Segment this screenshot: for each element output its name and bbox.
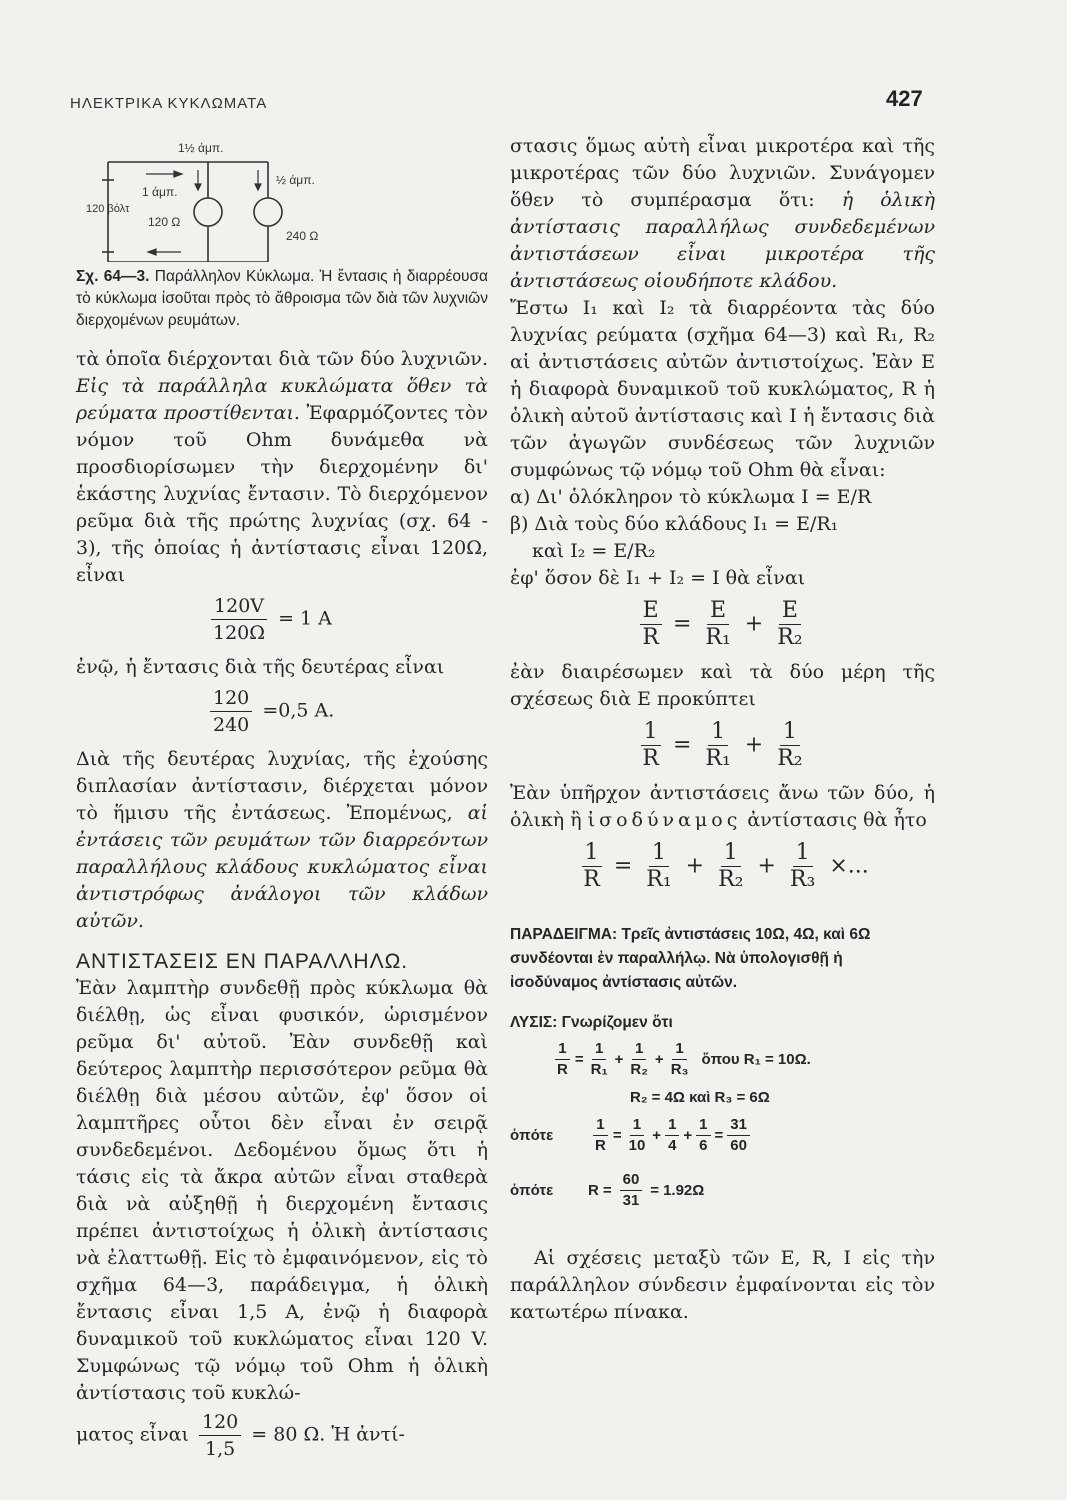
fraction-denominator: 31 (622, 1192, 640, 1209)
text-span: Ἐφαρμόζοντες τὸν νόμον τοῦ Ohm δυνάμεθα νὰ προσδιορίσωμεν τὴν διερχομένην δι' ἑκάστης λυχνίας ἔντασιν. Τὸ διερχόμενον ρεῦμα διὰ τῆς πρώτης λυχνίας (σχ. 64 - 3), τῆς ὁποίας ἡ ἀντίστασις εἶναι 120Ω, εἶναι (76, 402, 488, 586)
fraction-numerator: 60 (620, 1170, 643, 1191)
equals-sign: = (650, 1182, 660, 1199)
fraction-denominator: R₂ (630, 1061, 648, 1078)
fraction-numerator: 1 (641, 719, 661, 746)
fraction-numerator: 1 (592, 1039, 606, 1060)
equation-result: =0,5 A. (262, 699, 335, 722)
right-column (510, 133, 935, 1326)
fraction-numerator: 1 (780, 719, 800, 746)
equals-sign: = (612, 1127, 622, 1144)
solution-intro (510, 1011, 935, 1035)
caption-number: Σχ. 64—3. (76, 268, 150, 285)
equation-result: = 1 A (278, 607, 332, 630)
left-column (76, 140, 488, 1462)
running-title: ΗΛΕΚΤΡΙΚΑ ΚΥΚΛΩΜΑΤΑ (70, 95, 268, 112)
branch1-current-label: 1 άμπ. (142, 185, 178, 199)
equation-result: = 80 Ω. (251, 1423, 326, 1446)
fraction-denominator: R₂ (777, 625, 803, 650)
left-paragraph-3 (76, 746, 488, 935)
ohm-line-b2: καὶ I₂ = E/R₂ (532, 540, 656, 562)
solution-text: Γνωρίζομεν ὅτι (561, 1014, 673, 1031)
equation-e-over-r (510, 598, 935, 651)
plus-sign: + (757, 853, 776, 879)
fraction-numerator: 1 (672, 1039, 686, 1060)
fraction-denominator: 4 (668, 1137, 677, 1154)
text-span: Ἐὰν ὑπῆρχον ἀντιστάσεις ἄνω τῶν δύο, ἡ ὁλικὴ ἢ (510, 782, 935, 831)
fraction-denominator: 60 (730, 1137, 747, 1154)
fraction-numerator: 120 (199, 1409, 241, 1436)
fraction-denominator: R₁ (590, 1061, 608, 1078)
branch2-current-label: ½ άμπ. (276, 173, 315, 187)
example-text: Τρεῖς ἀντιστάσεις 10Ω, 4Ω, καὶ 6Ω συνδέονται ἐν παραλλήλῳ. Νὰ ὑπολογισθῇ ἡ ἰσοδύναμος ἀντίστασις αὐτῶν. (510, 926, 871, 991)
fraction-numerator: 1 (593, 1115, 607, 1136)
section-heading: ΑΝΤΙΣΤΑΣΕΙΣ ΕΝ ΠΑΡΑΛΛΗΛΩ. (76, 950, 409, 973)
fraction-denominator: R (557, 1061, 568, 1078)
solution-given: R₂ = 4Ω καὶ R₃ = 6Ω (630, 1089, 770, 1106)
fraction-denominator: 6 (699, 1137, 708, 1154)
page-number: 427 (886, 86, 923, 111)
solution-where: ὅπου R₁ = 10Ω. (701, 1051, 811, 1068)
ohm-line-c: ἐφ' ὅσον δὲ I₁ + I₂ = I θὰ εἶναι (510, 567, 806, 589)
fraction-numerator: 1 (649, 840, 669, 867)
solution-label: ΛΥΣΙΣ: (510, 1014, 558, 1031)
fraction-numerator: 1 (582, 840, 602, 867)
right-final-paragraph: Αἱ σχέσεις μεταξὺ τῶν E, R, I εἰς τὴν παράλληλον σύνδεσιν ἐμφαίνονται εἰς τὸν κατωτέρω πίνακα. (510, 1247, 935, 1323)
solution-step-1 (510, 1115, 935, 1156)
equation-reciprocal-many (510, 840, 935, 893)
text-span: Ἡ ἀντί- (331, 1423, 405, 1446)
example-label: ΠΑΡΑΔΕΙΓΜΑ: (510, 926, 618, 943)
fraction-denominator: R₃ (789, 867, 816, 892)
equals-sign: = (613, 853, 633, 879)
fraction-denominator: R (595, 1137, 606, 1154)
left-paragraph-1 (76, 346, 488, 589)
plus-sign: + (744, 611, 764, 637)
text-span: Διὰ τῆς δευτέρας λυχνίας, τῆς ἐχούσης διπλασίαν ἀντίστασιν, διέρχεται μόνον τὸ ἥμισυ τῆς ἐντάσεως. Ἐπομένως, (76, 748, 488, 824)
fraction-denominator: R₃ (670, 1061, 689, 1078)
fraction-numerator: 1 (793, 840, 813, 867)
text-span: στασις ὅμως αὐτὴ εἶναι μικροτέρα καὶ τῆς μικροτέρας τῶν δύο λυχνιῶν. Συνάγομεν ὅθεν τὸ συμπέρασμα ὅτι: (510, 135, 935, 211)
step-label: ὁπότε (510, 1127, 554, 1144)
plus-sign: + (654, 1051, 664, 1068)
equals-sign: = (672, 732, 692, 758)
fraction-numerator: 31 (727, 1115, 750, 1136)
r1-label: 120 Ω (148, 215, 181, 229)
result-symbol: R (588, 1182, 599, 1199)
fraction-denominator: R (642, 746, 659, 771)
fraction-denominator: R₁ (646, 867, 672, 892)
fraction-numerator: E (640, 598, 662, 625)
italic-rule: ἡ ὁλικὴ ἀντίστασις παραλλήλως συνδεδεμένων ἀντιστάσεων εἶναι μικροτέρα τῆς ἀντιστάσεως οἱουδήποτε κλάδου. (510, 189, 935, 292)
result-value: 1.92Ω (663, 1182, 705, 1199)
right-paragraph-4 (510, 780, 935, 834)
left-paragraph-5 (76, 1409, 488, 1462)
fraction-denominator: 10 (628, 1137, 646, 1154)
fraction-numerator: 1 (555, 1039, 569, 1060)
plus-sign: + (683, 1127, 693, 1144)
step-label: ὁπότε (510, 1182, 554, 1199)
equals-sign: = (672, 611, 692, 637)
italic-rule: αἱ ἐντάσεις τῶν ρευμάτων τῶν διαρρεόντων παραλλήλους κλάδους κυκλώματος εἶναι ἀντιστρόφως ἀνάλογοι τῶν κλάδων αὐτῶν. (76, 802, 488, 932)
right-paragraph-2: Ἔστω I₁ καὶ I₂ τὰ διαρρέοντα τὰς δύο λυχνίας ρεύματα (σχῆμα 64—3) καὶ R₁, R₂ αἱ ἀντιστάσεις αὐτῶν ἀντιστοίχως. Ἐὰν E ἡ διαφορὰ δυναμικοῦ τοῦ κυκλώματος, R ἡ ὁλικὴ αὐτοῦ ἀντίστασις καὶ I ἡ ἔντασις διὰ τῶν ἀγωγῶν συνδέσεως τῶν λυχνιῶν συμφώνως τῷ νόμῳ τοῦ Ohm θὰ εἶναι: (510, 297, 935, 481)
total-current-label: 1½ άμπ. (178, 141, 224, 155)
fraction-numerator: 120 (210, 685, 252, 712)
fraction-numerator: 1 (708, 719, 728, 746)
text-span: ματος εἶναι (76, 1423, 189, 1446)
ohm-line-a: α) Δι' ὁλόκληρον τὸ κύκλωμα I = E/R (510, 486, 872, 508)
left-paragraph-4: Ἐὰν λαμπτὴρ συνδεθῇ πρὸς κύκλωμα θὰ διέλθῃ, ὡς εἶναι φυσικόν, ὡρισμένον ρεῦμα δι' αὐτοῦ. Ἐὰν συνδεθῇ καὶ δεύτερος λαμπτὴρ περισσότερον ρεῦμα θὰ διέλθῃ διὰ μέσου αὐτῶν, ἐφ' ὅσον οἱ λαμπτῆρες οὗτοι δὲν εἶναι ἐν σειρᾷ συνδεδεμένοι. Δεδομένου ὅμως ὅτι ἡ τάσις εἰς τὰ ἄκρα αὐτῶν εἶναι σταθερὰ διὰ νὰ αὐξηθῇ ἡ διερχομένη ἔντασις πρέπει ἀντιστοίχως ἡ ὁλικὴ ἀντίστασις νὰ ἐλαττωθῇ. Εἰς τὸ ἐμφαινόμενον, εἰς τὸ σχῆμα 64—3, παράδειγμα, ἡ ὁλικὴ ἔντασις εἶναι 1,5 A, ἐνῷ ἡ διαφορὰ δυναμικοῦ τοῦ κυκλώματος εἶναι 120 V. Συμφώνως τῷ νόμῳ τοῦ Ohm ἡ ὁλικὴ ἀντίστασις τοῦ κυκλώ- (76, 977, 488, 1404)
right-paragraph-3: ἐὰν διαιρέσωμεν καὶ τὰ δύο μέρη τῆς σχέσεως διὰ E προκύπτει (510, 661, 935, 710)
equals-sign: = (714, 1127, 724, 1144)
fraction-numerator: 1 (632, 1039, 646, 1060)
fraction-denominator: R₂ (718, 867, 744, 892)
parallel-circuit-diagram (86, 140, 346, 262)
voltage-label: 120 βόλτ (86, 203, 130, 215)
ohm-line-b: β) Διὰ τοὺς δύο κλάδους I₁ = E/R₁ (510, 513, 839, 535)
equals-sign: = (602, 1182, 612, 1199)
fraction-numerator: 1 (696, 1115, 710, 1136)
ellipsis: ×... (829, 853, 869, 879)
fraction-denominator: R₂ (777, 746, 803, 771)
figure-caption (76, 266, 488, 332)
solution-formula (510, 1039, 935, 1080)
fraction-denominator: 1,5 (205, 1438, 236, 1460)
fraction-denominator: R (642, 625, 659, 650)
fraction-denominator: R₁ (705, 625, 731, 650)
plus-sign: + (685, 853, 705, 879)
right-paragraph-1 (510, 133, 935, 295)
fraction-numerator: E (779, 598, 801, 625)
solution-step-2 (510, 1170, 935, 1211)
fraction-numerator: E (707, 598, 729, 625)
fraction-numerator: 1 (630, 1115, 644, 1136)
fraction-numerator: 120V (211, 593, 267, 620)
text-span: τὰ ὁποῖα διέρχονται διὰ τῶν δύο λυχνιῶν. (76, 348, 488, 370)
caption-text: Παράλληλον Κύκλωμα. Ἡ ἔντασις ἡ διαρρέουσα τὸ κύκλωμα ἰσοῦται πρὸς τὸ ἄθροισμα τῶν διὰ τῶν λυχνιῶν διερχομένων ρευμάτων. (76, 268, 488, 329)
fraction-denominator: 240 (213, 714, 250, 736)
plus-sign: + (652, 1127, 662, 1144)
left-paragraph-2: ἐνῷ, ἡ ἔντασις διὰ τῆς δευτέρας εἶναι (76, 656, 445, 678)
text-span: ἀντίστασις θὰ ἦτο (747, 809, 927, 831)
fraction-numerator: 1 (721, 840, 741, 867)
r2-label: 240 Ω (286, 229, 319, 243)
plus-sign: + (744, 732, 764, 758)
example-block (510, 923, 935, 995)
spaced-term: ἰσοδύναμος (587, 809, 742, 831)
equation-reciprocal-two (510, 719, 935, 772)
fraction-denominator: 120Ω (213, 622, 266, 644)
equals-sign: = (574, 1051, 584, 1068)
equation-second-lamp (76, 685, 488, 738)
plus-sign: + (614, 1051, 624, 1068)
fraction-denominator: R (583, 867, 600, 892)
fraction-numerator: 1 (665, 1115, 679, 1136)
equation-first-lamp (76, 593, 488, 646)
fraction-denominator: R₁ (705, 746, 731, 771)
italic-rule: Εἰς τὰ παράλληλα κυκλώματα ὅθεν τὰ ρεύματα προστίθενται. (76, 375, 488, 424)
